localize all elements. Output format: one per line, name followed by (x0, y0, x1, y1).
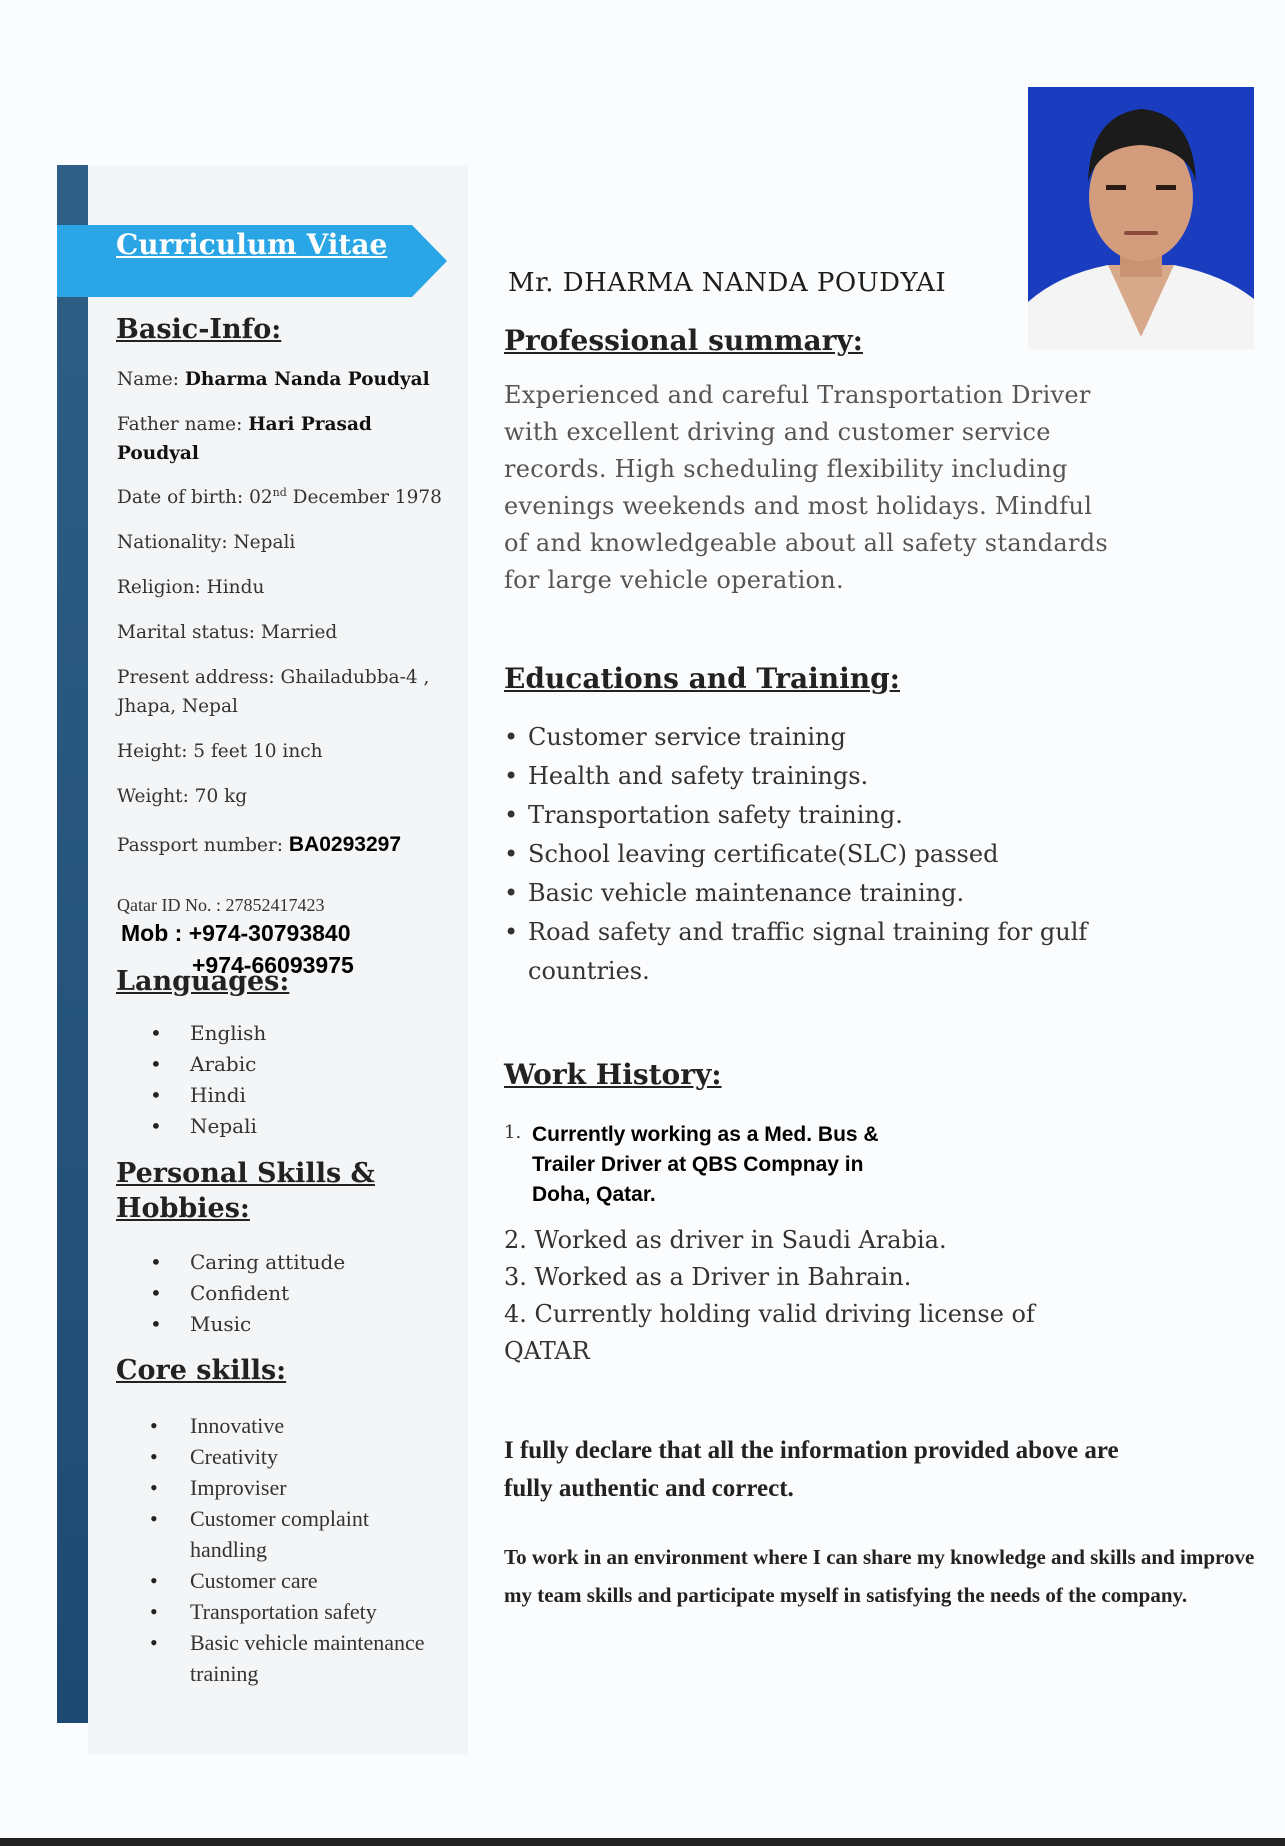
list-item: • Customer care (150, 1565, 450, 1596)
mobile-number-1: Mob : +974-30793840 (121, 920, 351, 946)
info-address: Present address: Ghailadubba-4 , Jhapa, Nepal (117, 667, 430, 717)
personal-skills-heading: Personal Skills & Hobbies: (116, 1158, 375, 1225)
list-item: • English (150, 1018, 450, 1049)
languages-list (150, 1018, 450, 1142)
list-item: • Caring attitude (150, 1247, 450, 1278)
education-list (504, 718, 1124, 991)
info-qatar-id: Qatar ID No. : 27852417423 (117, 895, 325, 915)
info-weight: Weight: 70 kg (117, 786, 248, 807)
info-dob: Date of birth: 02nd December 1978 (117, 486, 442, 509)
list-item: • Nepali (150, 1111, 450, 1142)
mobile-number-2: +974-66093975 (192, 952, 354, 978)
bottom-border (0, 1838, 1285, 1846)
info-father: Father name: Hari Prasad Poudyal (117, 414, 372, 464)
list-item: 2. Worked as driver in Saudi Arabia. (504, 1226, 947, 1254)
professional-summary-text: Experienced and careful Transportation Driver with excellent driving and customer service records. High scheduling flexibility including evenings weekends and most holidays. Mindful of and knowledgeable about all safety standards for large vehicle operation. (504, 381, 1109, 594)
list-item: • Transportation safety training. (504, 796, 1124, 835)
list-item: • Creativity (150, 1441, 450, 1472)
core-skills-list (150, 1410, 450, 1689)
info-name: Name: Dharma Nanda Poudyal (117, 369, 430, 390)
candidate-name-title: Mr. DHARMA NANDA POUDYAI (508, 268, 947, 298)
left-spine-bar (57, 165, 88, 1723)
work-history-item-1: 1. Currently working as a Med. Bus & Trailer Driver at QBS Compnay in Doha, Qatar. (504, 1122, 879, 1206)
basic-info-heading: Basic-Info: (116, 314, 282, 345)
list-item: • Innovative (150, 1410, 450, 1441)
info-height: Height: 5 feet 10 inch (117, 741, 323, 762)
work-history-list (504, 1222, 1124, 1370)
list-item: • Confident (150, 1278, 450, 1309)
list-item: • Customer service training (504, 718, 1124, 757)
objective-text: To work in an environment where I can share my knowledge and skills and improve my team skills and participate myself in satisfying the needs of the company. (504, 1545, 1255, 1607)
work-history-heading: Work History: (504, 1058, 722, 1091)
education-heading: Educations and Training: (504, 662, 901, 695)
list-item: 3. Worked as a Driver in Bahrain. (504, 1263, 912, 1291)
list-item: • Arabic (150, 1049, 450, 1080)
list-item: • School leaving certificate(SLC) passed (504, 835, 1124, 874)
info-marital: Marital status: Married (117, 622, 338, 643)
core-skills-heading: Core skills: (116, 1355, 287, 1386)
list-item: • Road safety and traffic signal training for gulf countries. (504, 913, 1124, 991)
list-item: • Transportation safety (150, 1596, 450, 1627)
professional-summary-heading: Professional summary: (504, 324, 863, 357)
info-religion: Religion: Hindu (117, 577, 265, 598)
list-item: • Basic vehicle maintenance training. (504, 874, 1124, 913)
info-passport: Passport number: BA0293297 (117, 833, 401, 856)
languages-heading: Languages: (116, 966, 290, 997)
list-item: • Customer complaint handling (150, 1503, 450, 1565)
info-nationality: Nationality: Nepali (117, 532, 296, 553)
list-item: • Health and safety trainings. (504, 757, 1124, 796)
list-item: • Basic vehicle maintenance training (150, 1627, 450, 1689)
list-item: • Music (150, 1309, 450, 1340)
personal-skills-list (150, 1247, 450, 1340)
list-item: • Hindi (150, 1080, 450, 1111)
list-item: 4. Currently holding valid driving license of QATAR (504, 1300, 1035, 1365)
declaration-text: I fully declare that all the information provided above are fully authentic and correct. (504, 1437, 1119, 1502)
list-item: • Improviser (150, 1472, 450, 1503)
profile-photo (1028, 87, 1254, 349)
cv-title: Curriculum Vitae (116, 228, 388, 261)
